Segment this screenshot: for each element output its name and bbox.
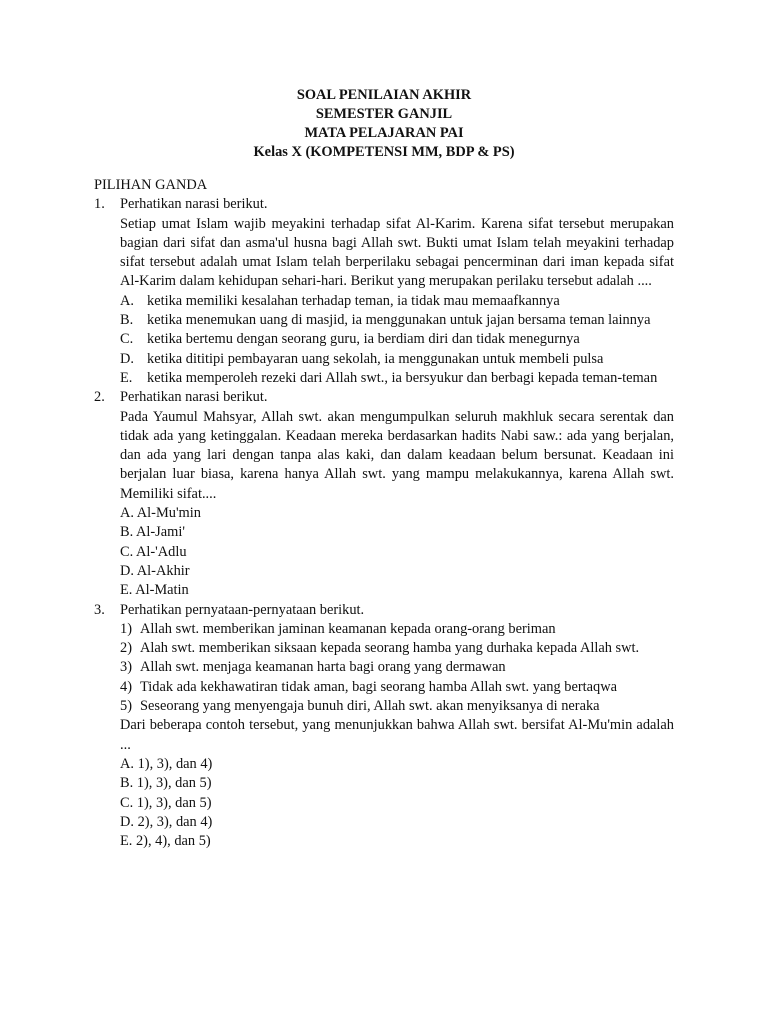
question-prompt: Dari beberapa contoh tersebut, yang menunjukkan bahwa Allah swt. bersifat Al-Mu'min adalah ...: [120, 717, 674, 753]
option-b: B. Al-Jami': [120, 524, 185, 541]
question-number: 3.: [94, 601, 105, 618]
document-header: [94, 86, 674, 162]
question-passage: Pada Yaumul Mahsyar, Allah swt. akan mengumpulkan seluruh makhluk secara serentak dan tidak ada yang ketinggalan. Keadaan mereka berdasarkan hadits Nabi saw.: ada yang berjalan, dan ada yang lari dengan tanpa alas kaki, dan dalam keadaan belum bersunat. Keadaan ini berjalan luar biasa, karena hanya Allah swt. yang mampu melakukannya, karena Allah swt. Memiliki sifat....: [120, 408, 674, 502]
option-label: D.: [120, 350, 134, 367]
option-d: [120, 350, 674, 369]
question-body: [120, 195, 674, 388]
statement-text: Allah swt. menjaga keamanan harta bagi orang yang dermawan: [140, 659, 506, 676]
option-e: [120, 369, 674, 388]
question-3: [94, 601, 674, 852]
option-a: A. 1), 3), dan 4): [120, 755, 213, 772]
option-a: A. Al-Mu'min: [120, 505, 201, 522]
header-semester: SEMESTER GANJIL: [315, 106, 453, 122]
section-title: PILIHAN GANDA: [94, 177, 208, 193]
statement-label: 1): [120, 620, 132, 637]
option-b: B. 1), 3), dan 5): [120, 775, 212, 792]
statement-label: 4): [120, 678, 132, 695]
question-passage: Setiap umat Islam wajib meyakini terhadap sifat Al-Karim. Karena sifat tersebut merupakan bagian dari sifat dan asma'ul husna bagi Allah swt. Bukti umat Islam telah meyakini terhadap sifat tersebut adalah umat Islam telah berperilaku sebagai pencerminan dari iman kepada sifat Al-Karim dalam kehidupan sehari-hari. Berikut yang merupakan perilaku tersebut adalah ....: [120, 215, 674, 290]
option-a: [120, 292, 674, 311]
header-subject: MATA PELAJARAN PAI: [304, 125, 464, 141]
option-c: C. 1), 3), dan 5): [120, 794, 212, 811]
question-2: [94, 388, 674, 600]
option-c: C. Al-'Adlu: [120, 543, 187, 560]
header-class: Kelas X (KOMPETENSI MM, BDP & PS): [253, 144, 515, 160]
option-label: B.: [120, 312, 134, 329]
statement-label: 2): [120, 640, 132, 657]
option-c: [120, 330, 674, 349]
statement-text: Alah swt. memberikan siksaan kepada seorang hamba yang durhaka kepada Allah swt.: [140, 640, 640, 657]
question-number: 1.: [94, 196, 105, 213]
question-1: [94, 195, 674, 388]
question-intro: Perhatikan narasi berikut.: [120, 196, 268, 213]
option-d: D. 2), 3), dan 4): [120, 813, 213, 830]
option-label: A.: [120, 292, 134, 309]
header-title: SOAL PENILAIAN AKHIR: [296, 87, 472, 103]
statement-text: Tidak ada kekhawatiran tidak aman, bagi seorang hamba Allah swt. yang bertaqwa: [140, 678, 618, 695]
option-e: E. 2), 4), dan 5): [120, 833, 211, 850]
statement-5: [120, 697, 674, 716]
question-number: 2.: [94, 389, 105, 406]
statement-1: [120, 620, 674, 639]
statement-label: 3): [120, 659, 132, 676]
option-text: ketika menemukan uang di masjid, ia menggunakan untuk jajan bersama teman lainnya: [147, 312, 651, 329]
question-intro: Perhatikan pernyataan-pernyataan berikut.: [120, 601, 365, 618]
option-text: ketika dititipi pembayaran uang sekolah, ia menggunakan untuk membeli pulsa: [147, 350, 604, 367]
question-body: [120, 601, 674, 852]
statement-3: [120, 658, 674, 677]
option-e: E. Al-Matin: [120, 582, 189, 599]
option-label: C.: [120, 331, 134, 348]
statement-4: [120, 678, 674, 697]
option-text: ketika memiliki kesalahan terhadap teman, ia tidak mau memaafkannya: [147, 292, 560, 309]
question-body: [120, 388, 674, 600]
option-b: [120, 311, 674, 330]
option-text: ketika bertemu dengan seorang guru, ia berdiam diri dan tidak menegurnya: [147, 331, 580, 348]
statement-text: Allah swt. memberikan jaminan keamanan kepada orang-orang beriman: [140, 620, 556, 637]
option-text: ketika memperoleh rezeki dari Allah swt., ia bersyukur dan berbagi kepada teman-teman: [147, 369, 658, 386]
question-intro: Perhatikan narasi berikut.: [120, 389, 268, 406]
statement-label: 5): [120, 698, 132, 715]
option-label: E.: [120, 369, 133, 386]
statement-2: [120, 639, 674, 658]
option-d: D. Al-Akhir: [120, 562, 190, 579]
statement-text: Seseorang yang menyengaja bunuh diri, Allah swt. akan menyiksanya di neraka: [140, 698, 600, 715]
